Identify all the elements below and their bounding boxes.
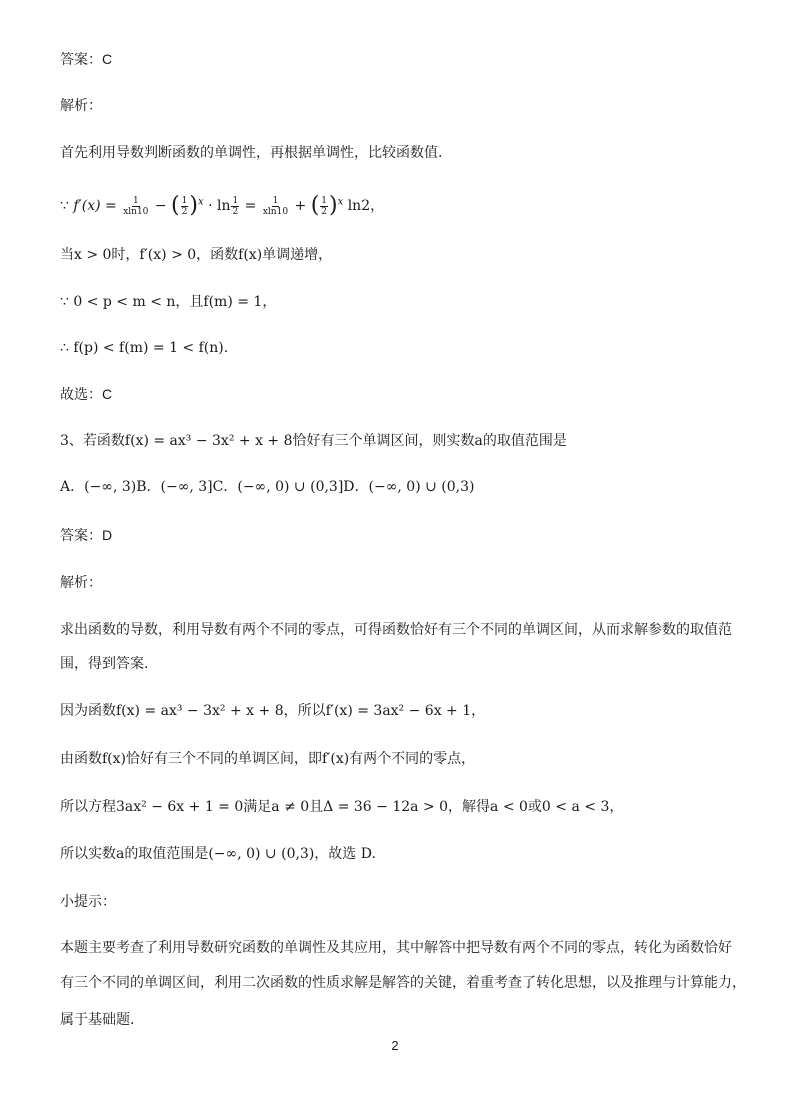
dot-ln: · ln [208,198,231,214]
analysis-label-1: 解析： [60,97,102,113]
analysis-text-1: 首先利用导数判断函数的单调性，再根据单调性，比较函数值. [60,145,443,161]
step-2: 由函数f(x)恰好有三个不同的单调区间，即f′(x)有两个不同的零点， [60,751,476,767]
analysis-text-3b: 围，得到答案. [60,656,149,672]
step-1: 因为函数f(x) = ax³ − 3x² + x + 8，所以f′(x) = 3ax² − 6x + 1， [60,703,486,719]
fraction-half-1: $\frac{1}{2}$ [181,195,188,217]
exponent-1: x [197,196,204,208]
analysis-text-3a: 求出函数的导数，利用导数有两个不同的零点，可得函数恰好有三个不同的单调区间，从而求解参数的取值范 [60,622,732,638]
exponent-2: x [337,196,344,208]
step-4: 所以实数a的取值范围是(−∞, 0) ∪ (0,3)，故选 D. [60,846,376,862]
equals-sign: = [244,198,257,214]
tip-text-3: 属于基础题. [60,1012,135,1028]
monotonic-line: 当x > 0时，f′(x) > 0，函数f(x)单调递增， [60,247,333,263]
tip-text-2: 有三个不同的单调区间，利用二次函数的性质求解是解答的关键，着重考查了转化思想，以及推理与计算能力， [60,975,746,991]
plus-sign: + [294,198,307,214]
analysis-label-3: 解析： [60,574,102,590]
answer-line-3: 答案：D [60,527,113,543]
fraction-half-2: $\frac{1}{2}$ [232,195,239,217]
ln2-tail: ln2， [347,198,385,214]
minus-sign: − [154,198,167,214]
choice-line-1: 故选：C [60,386,113,402]
fraction-2: $\frac{1}{xln10}$ [262,195,289,217]
tip-text-1: 本题主要考查了利用导数研究函数的单调性及其应用，其中解答中把导数有两个不同的零点，转化为函数恰好 [60,940,732,956]
step-3: 所以方程3ax² − 6x + 1 = 0满足a ≠ 0且Δ = 36 − 12a > 0，解得a < 0或0 < a < 3， [60,799,624,815]
question-3: 3、若函数f(x) = ax³ − 3x² + x + 8恰好有三个单调区间，则实数a的取值范围是 [60,433,567,449]
fraction-1: $\frac{1}{xln10}$ [123,195,149,217]
because-symbol: ∵ [60,198,69,214]
derivative-equation: ∵ f′(x) = $\frac{1}{xln10}$ − ( $\frac{1}{2}$ )$^x$ · ln $\frac{1}{2}$ = $\frac{1}{xln10}$ + ( $\frac{1}{2}$ )$^x$ ln2， [60,193,385,218]
order-line: ∵ 0 < p < m < n，且f(m) = 1， [60,294,277,310]
derivative-lhs: f′(x) = [73,198,117,214]
tip-label: 小提示： [60,893,116,909]
fraction-half-3: $\frac{1}{2}$ [321,195,328,217]
question-3-options: A．(−∞, 3)B．(−∞, 3]C．(−∞, 0) ∪ (0,3]D．(−∞, 0) ∪ (0,3) [60,479,475,495]
answer-line-1: 答案：C [60,51,113,67]
page-number: 2 [391,1038,399,1053]
conclusion-line: ∴ f(p) < f(m) = 1 < f(n). [60,340,229,356]
